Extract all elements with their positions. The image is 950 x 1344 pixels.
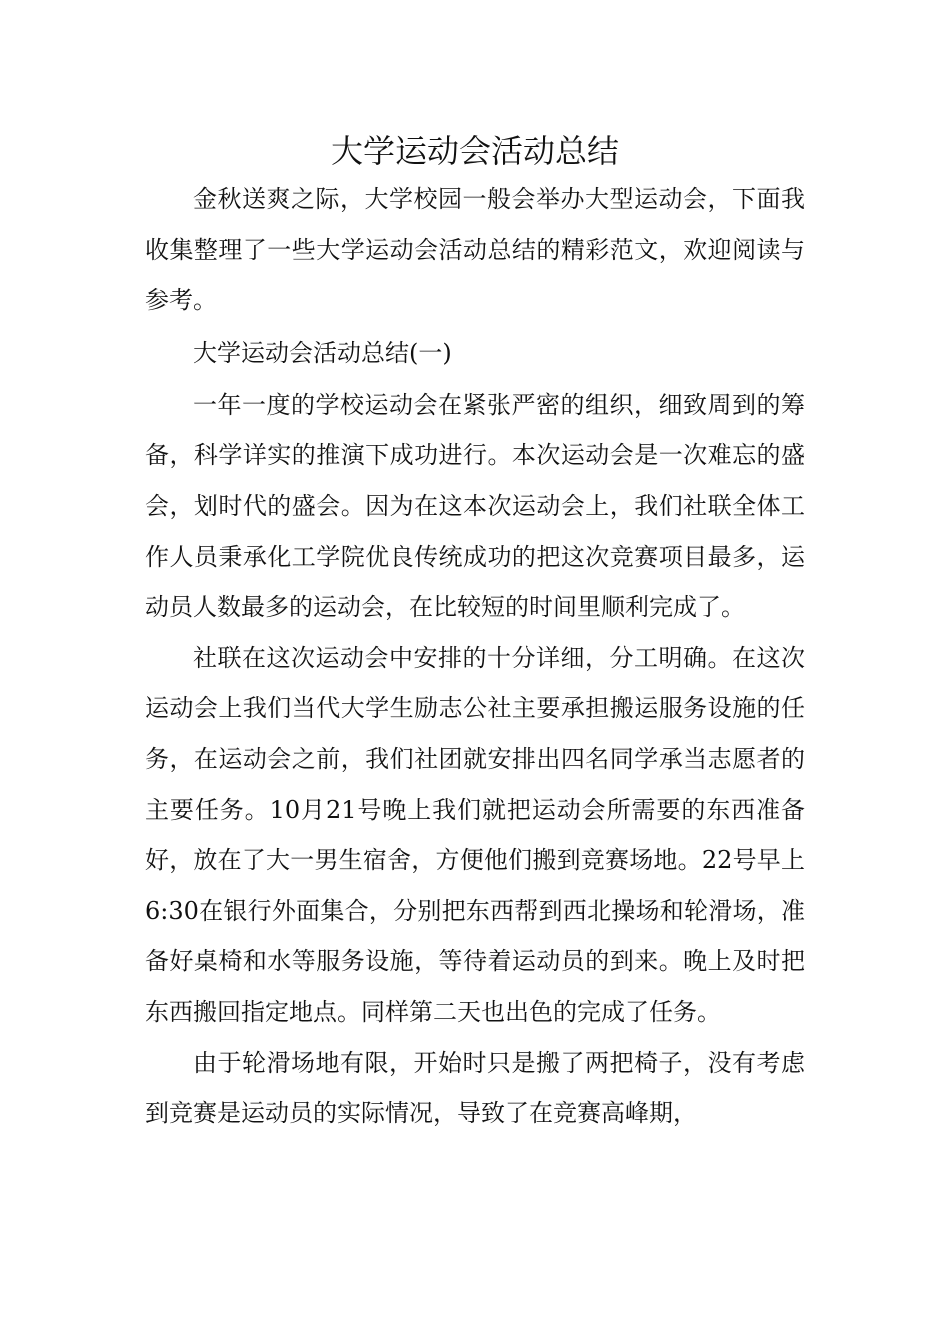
body-paragraph: 一年一度的学校运动会在紧张严密的组织，细致周到的筹备，科学详实的推演下成功进行。本次运动会是一次难忘的盛会，划时代的盛会。因为在这本次运动会上，我们社联全体工作人员秉承化工学院优良传统成功的把这次竞赛项目最多，运动员人数最多的运动会，在比较短的时间里顺利完成了。 (145, 390, 805, 622)
body-paragraph: 社联在这次运动会中安排的十分详细，分工明确。在这次运动会上我们当代大学生励志公社主要承担搬运服务设施的任务，在运动会之前，我们社团就安排出四名同学承当志愿者的主要任务。10月21号晚上我们就把运动会所需要的东西准备好，放在了大一男生宿舍，方便他们搬到竞赛场地。22号早上6:30在银行外面集合，分别把东西帮到西北操场和轮滑场，准备好桌椅和水等服务设施，等待着运动员的到来。晚上及时把东西搬回指定地点。同样第二天也出色的完成了任务。 (145, 643, 805, 1026)
section-heading: 大学运动会活动总结(一) (193, 338, 452, 367)
document-body (145, 174, 805, 1139)
document-title: 大学运动会活动总结 (330, 132, 619, 170)
body-paragraph: 由于轮滑场地有限，开始时只是搬了两把椅子，没有考虑到竞赛是运动员的实际情况，导致了在竞赛高峰期， (145, 1048, 805, 1128)
intro-paragraph: 金秋送爽之际，大学校园一般会举办大型运动会，下面我收集整理了一些大学运动会活动总结的精彩范文，欢迎阅读与参考。 (145, 185, 805, 315)
